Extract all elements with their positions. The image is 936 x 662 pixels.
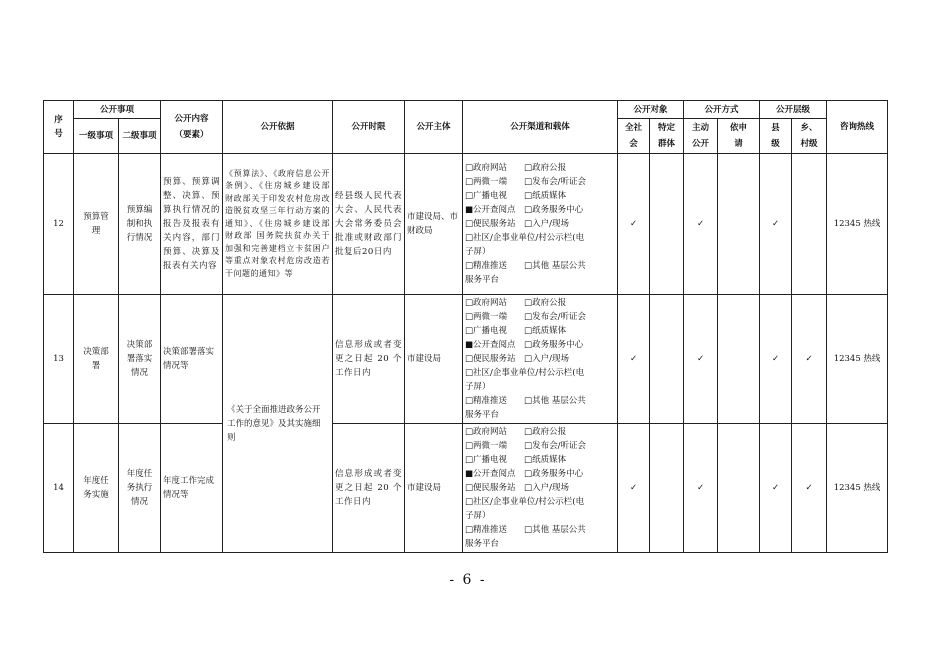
channel-line: □两微一端 □发布会/听证会 bbox=[465, 441, 586, 451]
check-xiangcun: ✓ bbox=[792, 295, 827, 424]
channel-line: □广播电视 □纸质媒体 bbox=[465, 326, 567, 336]
header-fangshi: 公开方式 bbox=[684, 101, 760, 119]
row-yiju: 《预算法》、《政府信息公开条例》、《住房城乡建设部 财政部关于印发农村危房改造脱贫攻坚三年行动方案的通知》、《住房城乡建设部 财政部 国务院扶贫办关于加强和完善建档立卡贫困户等重点对象农村危房改造若干问题的通知》等 bbox=[223, 154, 333, 295]
channel-line: □便民服务站 □入户/现场 bbox=[465, 219, 569, 229]
header-erji: 二级事项 bbox=[119, 119, 161, 154]
check-zhudong: ✓ bbox=[684, 295, 718, 424]
channel-line: 子屏） bbox=[465, 247, 491, 257]
table-row bbox=[44, 295, 888, 424]
row-zhuti: 市建设局 bbox=[405, 295, 463, 424]
channel-line: □政府网站 □政府公报 bbox=[465, 427, 567, 437]
row-yiju-shared: 《关于全面推进政务公开工作的意见》及其实施细则 bbox=[223, 295, 333, 553]
row-shixian: 经县级人民代表大会、人民代表大会常务委员会批准或财政部门批复后20日内 bbox=[333, 154, 405, 295]
row-rexian: 12345 热线 bbox=[827, 154, 888, 295]
channel-line: □政府网站 □政府公报 bbox=[465, 298, 567, 308]
header-yishenqing: 依申请 bbox=[718, 119, 760, 154]
check-xianji: ✓ bbox=[760, 424, 792, 553]
check-yishenqing bbox=[718, 424, 760, 553]
check-xianji: ✓ bbox=[760, 154, 792, 295]
header-duixiang: 公开对象 bbox=[618, 101, 684, 119]
row-seq: 13 bbox=[44, 295, 74, 424]
header-row-1 bbox=[44, 101, 888, 119]
header-neirong: 公开内容（要素） bbox=[161, 101, 223, 154]
header-teding: 特定群体 bbox=[650, 119, 684, 154]
channel-line: □广播电视 □纸质媒体 bbox=[465, 455, 567, 465]
channel-line: □便民服务站 □入户/现场 bbox=[465, 354, 569, 364]
page-number: - 6 - bbox=[449, 572, 487, 588]
channel-line: 服务平台 bbox=[465, 275, 500, 285]
check-zhudong: ✓ bbox=[684, 424, 718, 553]
row-zhuti: 市建设局 bbox=[405, 424, 463, 553]
check-quanshehui: ✓ bbox=[618, 154, 650, 295]
row-seq: 12 bbox=[44, 154, 74, 295]
header-seq: 序号 bbox=[44, 101, 74, 154]
channel-line: □两微一端 □发布会/听证会 bbox=[465, 177, 586, 187]
row-yiji: 决策部署 bbox=[74, 295, 119, 424]
channel-line: 子屏） bbox=[465, 511, 491, 521]
header-xianji: 县级 bbox=[760, 119, 792, 154]
channel-line: □便民服务站 □入户/现场 bbox=[465, 483, 569, 493]
row-neirong: 年度工作完成情况等 bbox=[161, 424, 223, 553]
channel-line: 服务平台 bbox=[465, 539, 500, 549]
row-channels bbox=[463, 295, 618, 424]
check-quanshehui: ✓ bbox=[618, 295, 650, 424]
row-channels bbox=[463, 424, 618, 553]
row-shixian: 信息形成或者变更之日起 20 个工作日内 bbox=[333, 295, 405, 424]
check-zhudong: ✓ bbox=[684, 154, 718, 295]
channel-line: □广播电视 □纸质媒体 bbox=[465, 191, 567, 201]
header-zhuti: 公开主体 bbox=[405, 101, 463, 154]
table-row bbox=[44, 424, 888, 553]
row-erji: 预算编制和执行情况 bbox=[119, 154, 161, 295]
table-row bbox=[44, 154, 888, 295]
check-teding bbox=[650, 295, 684, 424]
header-yiji: 一级事项 bbox=[74, 119, 119, 154]
check-xianji: ✓ bbox=[760, 295, 792, 424]
check-xiangcun bbox=[792, 154, 827, 295]
header-gongkai-shixiang: 公开事项 bbox=[74, 101, 161, 119]
row-neirong: 决策部署落实情况等 bbox=[161, 295, 223, 424]
check-yishenqing bbox=[718, 295, 760, 424]
channel-line: □两微一端 □发布会/听证会 bbox=[465, 312, 586, 322]
row-erji: 年度任务执行情况 bbox=[119, 424, 161, 553]
header-shixian: 公开时限 bbox=[333, 101, 405, 154]
row-channels bbox=[463, 154, 618, 295]
channel-line: □精准推送 □其他 基层公共 bbox=[465, 525, 586, 535]
row-erji: 决策部署落实情况 bbox=[119, 295, 161, 424]
check-teding bbox=[650, 424, 684, 553]
header-cengji: 公开层级 bbox=[760, 101, 827, 119]
channel-line: ■公开查阅点 □政务服务中心 bbox=[465, 205, 584, 215]
disclosure-table bbox=[43, 100, 888, 553]
row-zhuti: 市建设局、市财政局 bbox=[405, 154, 463, 295]
header-zhudong: 主动公开 bbox=[684, 119, 718, 154]
check-xiangcun: ✓ bbox=[792, 424, 827, 553]
check-yishenqing bbox=[718, 154, 760, 295]
row-rexian: 12345 热线 bbox=[827, 424, 888, 553]
header-xiangcun: 乡、村级 bbox=[792, 119, 827, 154]
channel-line: 子屏） bbox=[465, 382, 491, 392]
channel-line: 服务平台 bbox=[465, 410, 500, 420]
row-neirong: 预算、预算调整、决算、预算执行情况的报告及报表有关内容，部门预算、决算及报表有关内容 bbox=[161, 154, 223, 295]
row-rexian: 12345 热线 bbox=[827, 295, 888, 424]
channel-line: □精准推送 □其他 基层公共 bbox=[465, 261, 586, 271]
row-seq: 14 bbox=[44, 424, 74, 553]
check-quanshehui: ✓ bbox=[618, 424, 650, 553]
channel-line: ■公开查阅点 □政务服务中心 bbox=[465, 340, 584, 350]
check-teding bbox=[650, 154, 684, 295]
header-qudao: 公开渠道和载体 bbox=[463, 101, 618, 154]
header-yiju: 公开依据 bbox=[223, 101, 333, 154]
channel-line: □政府网站 □政府公报 bbox=[465, 163, 567, 173]
channel-line: ■公开查阅点 □政务服务中心 bbox=[465, 469, 584, 479]
row-shixian: 信息形成或者变更之日起 20 个工作日内 bbox=[333, 424, 405, 553]
row-yiji: 年度任务实施 bbox=[74, 424, 119, 553]
channel-line: □社区/企事业单位/村公示栏(电 bbox=[465, 497, 585, 507]
header-quanshehui: 全社会 bbox=[618, 119, 650, 154]
channel-line: □精准推送 □其他 基层公共 bbox=[465, 396, 586, 406]
header-rexian: 咨询热线 bbox=[827, 101, 888, 154]
channel-line: □社区/企事业单位/村公示栏(电 bbox=[465, 233, 585, 243]
channel-line: □社区/企事业单位/村公示栏(电 bbox=[465, 368, 585, 378]
row-yiji: 预算管理 bbox=[74, 154, 119, 295]
